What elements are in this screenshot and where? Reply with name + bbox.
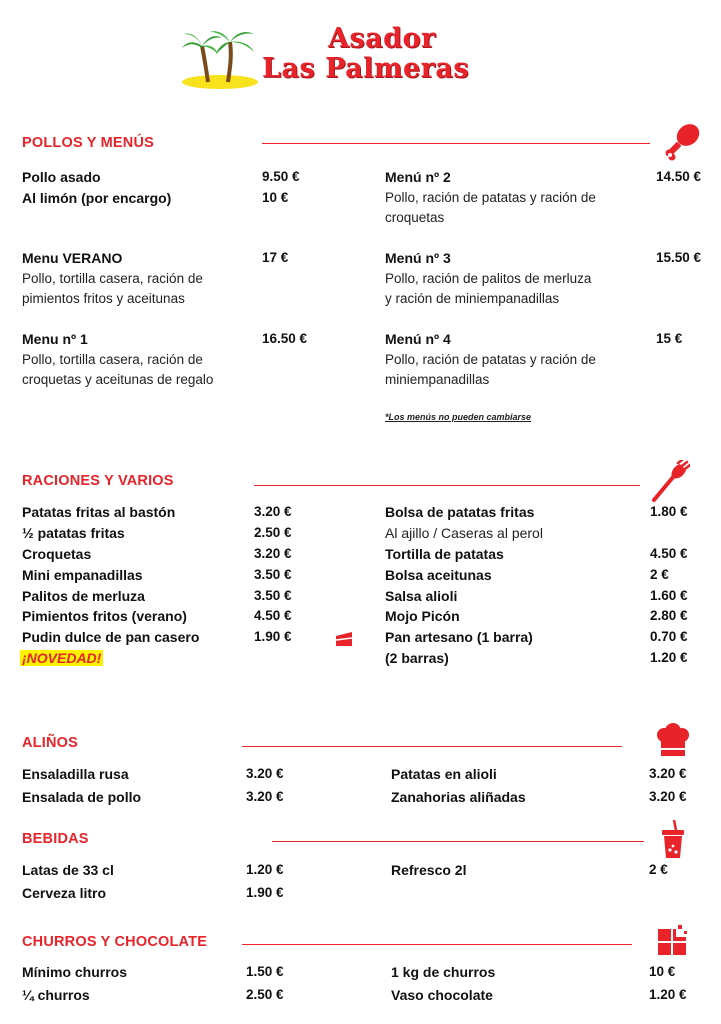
cake-slice-icon: [334, 630, 354, 648]
item-price: 1.90 €: [254, 629, 292, 644]
item-subtitle: Al ajillo / Caseras al perol: [385, 525, 543, 541]
menu-description: Pollo, tortilla casera, ración de: [22, 271, 203, 286]
item-name: Patatas fritas al bastón: [22, 504, 176, 520]
item-name: Vaso chocolate: [391, 987, 493, 1003]
menu-name: Menú nº 2: [385, 169, 451, 185]
brand-title-line2: Las Palmeras: [262, 53, 470, 84]
menu-name: Menú nº 4: [385, 331, 451, 347]
section-divider: [242, 944, 632, 945]
menus-note: *Los menús no pueden cambiarse: [385, 412, 532, 422]
item-name: Pollo asado: [22, 169, 101, 185]
item-price: 3.20 €: [246, 766, 284, 781]
menu-description: miniempanadillas: [385, 372, 490, 387]
menu-price: 15 €: [656, 331, 683, 346]
item-name: ¼ churros: [22, 987, 90, 1003]
item-name: Latas de 33 cl: [22, 862, 114, 878]
item-name: ½ patatas fritas: [22, 525, 125, 541]
item-price: 1.90 €: [246, 885, 284, 900]
item-name: Al limón (por encargo): [22, 190, 172, 206]
item-price: 4.50 €: [650, 546, 688, 561]
item-name: Zanahorias aliñadas: [391, 789, 526, 805]
item-name: Ensaladilla rusa: [22, 766, 129, 782]
palm-tree-logo: [180, 20, 260, 90]
item-price: 0.70 €: [650, 629, 688, 644]
section-divider: [242, 746, 622, 747]
item-name: Mínimo churros: [22, 964, 128, 980]
item-price: 2.50 €: [246, 987, 284, 1002]
item-name: Pan artesano (1 barra): [385, 629, 533, 645]
item-price: 1.60 €: [650, 588, 688, 603]
menu-price: 16.50 €: [262, 331, 308, 346]
item-name: Bolsa de patatas fritas: [385, 504, 535, 520]
item-price: 9.50 €: [262, 169, 300, 184]
item-price: 10 €: [262, 190, 289, 205]
item-price: 3.20 €: [649, 766, 687, 781]
section-title-pollos: POLLOS Y MENÚS: [22, 135, 154, 151]
item-name: Mini empanadillas: [22, 567, 143, 583]
item-name: Tortilla de patatas: [385, 546, 504, 562]
menu-description: Pollo, tortilla casera, ración de: [22, 352, 203, 367]
item-name: Refresco 2l: [391, 862, 467, 878]
section-divider: [254, 485, 640, 486]
item-name: Pimientos fritos (verano): [22, 608, 187, 624]
item-price: 2 €: [650, 567, 669, 582]
section-title-bebidas: BEBIDAS: [22, 831, 89, 847]
section-divider: [272, 841, 644, 842]
menu-description: croquetas: [385, 210, 445, 225]
item-name: Patatas en alioli: [391, 766, 497, 782]
menu-description: Pollo, ración de patatas y ración de: [385, 352, 596, 367]
item-price: 1.80 €: [650, 504, 688, 519]
menu-name: Menu nº 1: [22, 331, 88, 347]
item-price: 3.20 €: [649, 789, 687, 804]
section-title-raciones: RACIONES Y VARIOS: [22, 473, 174, 489]
menu-name: Menú nº 3: [385, 250, 451, 266]
novedad-badge: ¡NOVEDAD!: [22, 650, 102, 666]
fork-icon: [650, 460, 690, 502]
menu-description: Pollo, ración de patatas y ración de: [385, 190, 596, 205]
section-divider: [262, 143, 650, 144]
item-name: Mojo Picón: [385, 608, 460, 624]
menu-description: y ración de miniempanadillas: [385, 291, 560, 306]
item-name: Pudin dulce de pan casero: [22, 629, 200, 645]
item-price: 10 €: [649, 964, 676, 979]
item-name: Salsa alioli: [385, 588, 458, 604]
section-title-churros: CHURROS Y CHOCOLATE: [22, 934, 208, 950]
item-price: 2 €: [649, 862, 668, 877]
section-title-alinos: ALIÑOS: [22, 735, 78, 751]
item-name: (2 barras): [385, 650, 449, 666]
item-name: Cerveza litro: [22, 885, 107, 901]
brand-title-line1: Asador: [328, 23, 436, 54]
item-name: Croquetas: [22, 546, 92, 562]
item-price: 1.20 €: [649, 987, 687, 1002]
chocolate-bar-icon: [656, 923, 690, 957]
item-name: Ensalada de pollo: [22, 789, 142, 805]
menu-description: Pollo, ración de palitos de merluza: [385, 271, 592, 286]
drink-cup-icon: [660, 820, 686, 860]
menu-description: croquetas y aceitunas de regalo: [22, 372, 214, 387]
menu-price: 14.50 €: [656, 169, 702, 184]
item-price: 1.50 €: [246, 964, 284, 979]
item-price: 2.50 €: [254, 525, 292, 540]
chicken-leg-icon: [662, 120, 704, 162]
item-price: 1.20 €: [650, 650, 688, 665]
item-price: 3.50 €: [254, 567, 292, 582]
item-name: Bolsa aceitunas: [385, 567, 492, 583]
item-price: 3.20 €: [246, 789, 284, 804]
item-price: 4.50 €: [254, 608, 292, 623]
item-price: 3.20 €: [254, 504, 292, 519]
item-price: 1.20 €: [246, 862, 284, 877]
item-name: 1 kg de churros: [391, 964, 496, 980]
menu-price: 17 €: [262, 250, 289, 265]
item-price: 3.20 €: [254, 546, 292, 561]
item-name: Palitos de merluza: [22, 588, 145, 604]
menu-price: 15.50 €: [656, 250, 702, 265]
item-price: 3.50 €: [254, 588, 292, 603]
chef-hat-icon: [655, 722, 691, 758]
item-price: 2.80 €: [650, 608, 688, 623]
menu-name: Menu VERANO: [22, 250, 123, 266]
menu-description: pimientos fritos y aceitunas: [22, 291, 185, 306]
